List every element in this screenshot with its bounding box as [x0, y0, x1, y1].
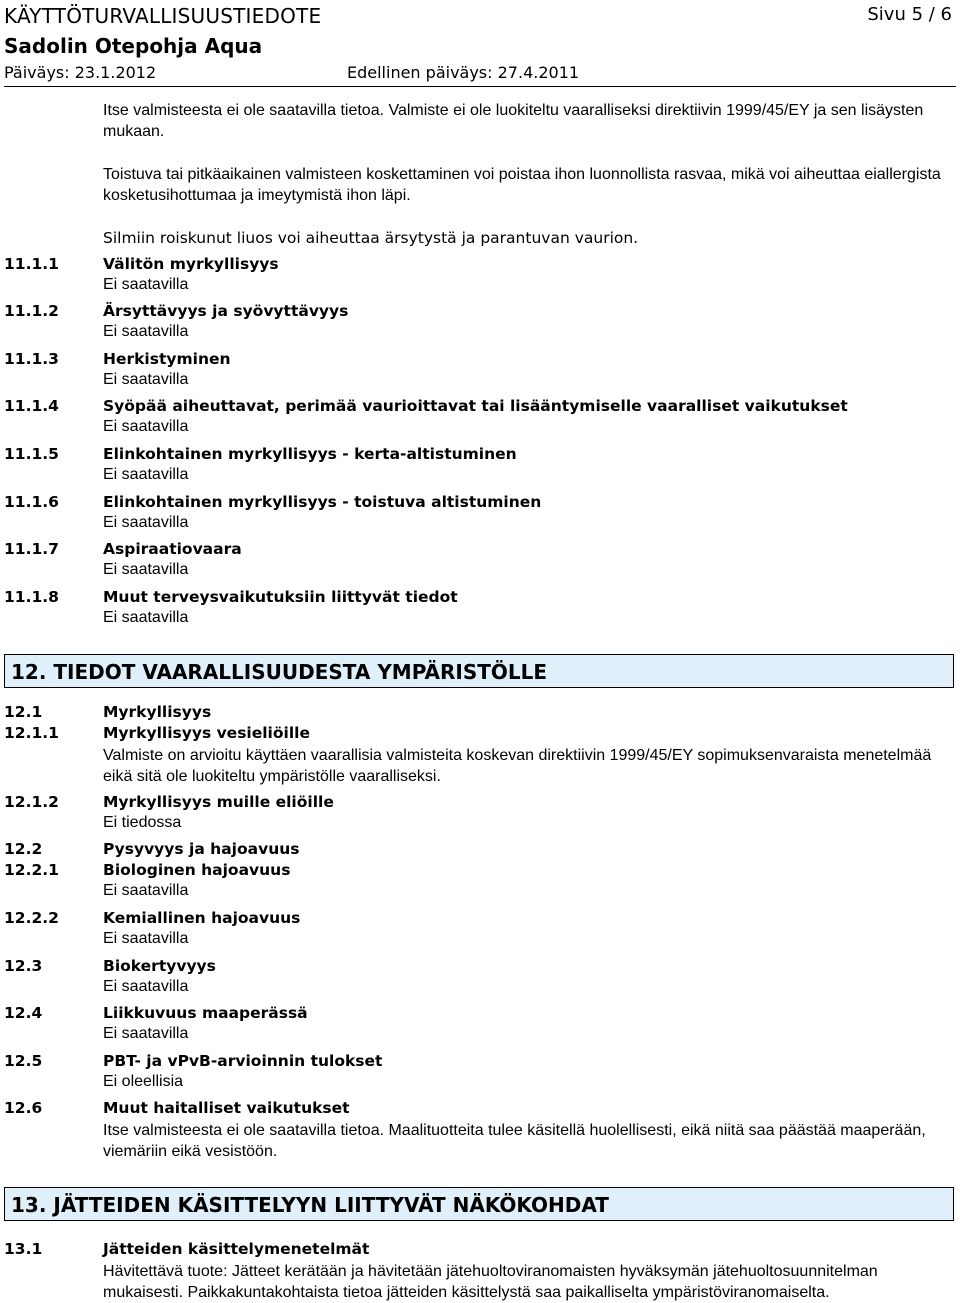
item-title: Syöpää aiheuttavat, perimää vaurioittavat tai lisääntymiselle vaaralliset vaikutukset — [103, 397, 848, 415]
item-title: Elinkohtainen myrkyllisyys - toistuva altistuminen — [103, 493, 542, 511]
item-number: 11.1.3 — [4, 350, 59, 368]
item-title: Muut haitalliset vaikutukset — [103, 1099, 350, 1117]
page-number: Sivu 5 / 6 — [867, 4, 952, 25]
item-title: Liikkuvuus maaperässä — [103, 1004, 308, 1022]
intro-paragraph-1: Itse valmisteesta ei ole saatavilla tietoa. Valmiste ei ole luokiteltu vaaralliseksi direktiivin 1999/45/EY ja sen lisäysten mukaan. — [103, 102, 924, 140]
item-number: 12.2.2 — [4, 909, 59, 927]
item-number: 12.1.1 — [4, 724, 59, 742]
item-title: Elinkohtainen myrkyllisyys - kerta-altistuminen — [103, 445, 517, 463]
item-title: Myrkyllisyys vesieliöille — [103, 724, 310, 742]
item-value: Ei saatavilla — [103, 466, 189, 483]
item-value: Ei saatavilla — [103, 561, 189, 578]
section-heading-text: 13. JÄTTEIDEN KÄSITTELYYN LIITTYVÄT NÄKÖKOHDAT — [11, 1193, 609, 1217]
item-value: Ei saatavilla — [103, 371, 189, 388]
item-value: Ei saatavilla — [103, 418, 189, 435]
previous-date: Edellinen päiväys: 27.4.2011 — [347, 63, 580, 82]
item-number: 11.1.5 — [4, 445, 59, 463]
item-value: Ei saatavilla — [103, 276, 189, 293]
page-header — [4, 0, 956, 88]
item-number: 11.1.2 — [4, 302, 59, 320]
item-value: Ei tiedossa — [103, 814, 182, 831]
section-heading-text: 12. TIEDOT VAARALLISUUDESTA YMPÄRISTÖLLE — [11, 660, 548, 684]
item-title: Muut terveysvaikutuksiin liittyvät tiedot — [103, 588, 458, 606]
item-number: 13.1 — [4, 1240, 43, 1258]
item-value: Ei saatavilla — [103, 323, 189, 340]
document-type: KÄYTTÖTURVALLISUUSTIEDOTE — [4, 4, 322, 28]
item-value: Ei oleellisia — [103, 1073, 184, 1090]
item-number: 12.2 — [4, 840, 43, 858]
item-number: 11.1.1 — [4, 255, 59, 273]
item-title: Myrkyllisyys — [103, 703, 212, 721]
item-number: 11.1.7 — [4, 540, 59, 558]
intro-paragraph-2: Toistuva tai pitkäaikainen valmisteen koskettaminen voi poistaa ihon luonnollista rasvaa, mikä voi aiheuttaa eiallergista kosketusihottumaa ja imeytymistä ihon läpi. — [103, 166, 941, 204]
item-title: Kemiallinen hajoavuus — [103, 909, 301, 927]
item-title: Biologinen hajoavuus — [103, 861, 291, 879]
item-number: 12.6 — [4, 1099, 43, 1117]
item-title: Myrkyllisyys muille eliöille — [103, 793, 334, 811]
item-title: Jätteiden käsittelymenetelmät — [103, 1240, 370, 1258]
item-value: Ei saatavilla — [103, 882, 189, 899]
item-number: 12.1.2 — [4, 793, 59, 811]
section-12-heading — [4, 654, 954, 688]
item-title: Herkistyminen — [103, 350, 231, 368]
item-number: 12.4 — [4, 1004, 43, 1022]
item-number: 12.2.1 — [4, 861, 59, 879]
item-value: Ei saatavilla — [103, 514, 189, 531]
item-title: Biokertyvyys — [103, 957, 216, 975]
item-title: Pysyvyys ja hajoavuus — [103, 840, 300, 858]
item-title: Aspiraatiovaara — [103, 540, 242, 558]
item-number: 12.3 — [4, 957, 43, 975]
item-number: 12.1 — [4, 703, 43, 721]
item-title: Ärsyttävyys ja syövyttävyys — [103, 302, 349, 320]
item-value: Hävitettävä tuote: Jätteet kerätään ja hävitetään jätehuoltoviranomaisten hyväksymän jätehuoltosuunnitelman mukaisesti. Paikkakuntakohtaista tietoa jätteiden käsittelystä saa paikalliselta ympäristöviranomaiselta. — [103, 1263, 878, 1301]
item-value: Ei saatavilla — [103, 930, 189, 947]
header-divider — [4, 86, 956, 87]
item-number: 11.1.4 — [4, 397, 59, 415]
item-value: Ei saatavilla — [103, 978, 189, 995]
item-value: Valmiste on arvioitu käyttäen vaarallisia valmisteita koskevan direktiivin 1999/45/EY sopimuksenvaraista menetelmää eikä sitä ole luokiteltu ympäristölle vaaralliseksi. — [103, 747, 932, 785]
product-name: Sadolin Otepohja Aqua — [4, 34, 263, 58]
item-value: Ei saatavilla — [103, 609, 189, 626]
section-13-heading — [4, 1187, 954, 1221]
item-number: 11.1.6 — [4, 493, 59, 511]
item-number: 12.5 — [4, 1052, 43, 1070]
item-number: 11.1.8 — [4, 588, 59, 606]
intro-paragraph-3: Silmiin roiskunut liuos voi aiheuttaa ärsytystä ja parantuvan vaurion. — [103, 229, 639, 247]
document-date: Päiväys: 23.1.2012 — [4, 63, 157, 82]
item-value: Ei saatavilla — [103, 1025, 189, 1042]
item-value: Itse valmisteesta ei ole saatavilla tietoa. Maalituotteita tulee käsitellä huolellisesti, eikä niitä saa päästää maaperään, viemäriin eikä vesistöön. — [103, 1122, 926, 1160]
item-title: PBT- ja vPvB-arvioinnin tulokset — [103, 1052, 383, 1070]
item-title: Välitön myrkyllisyys — [103, 255, 279, 273]
